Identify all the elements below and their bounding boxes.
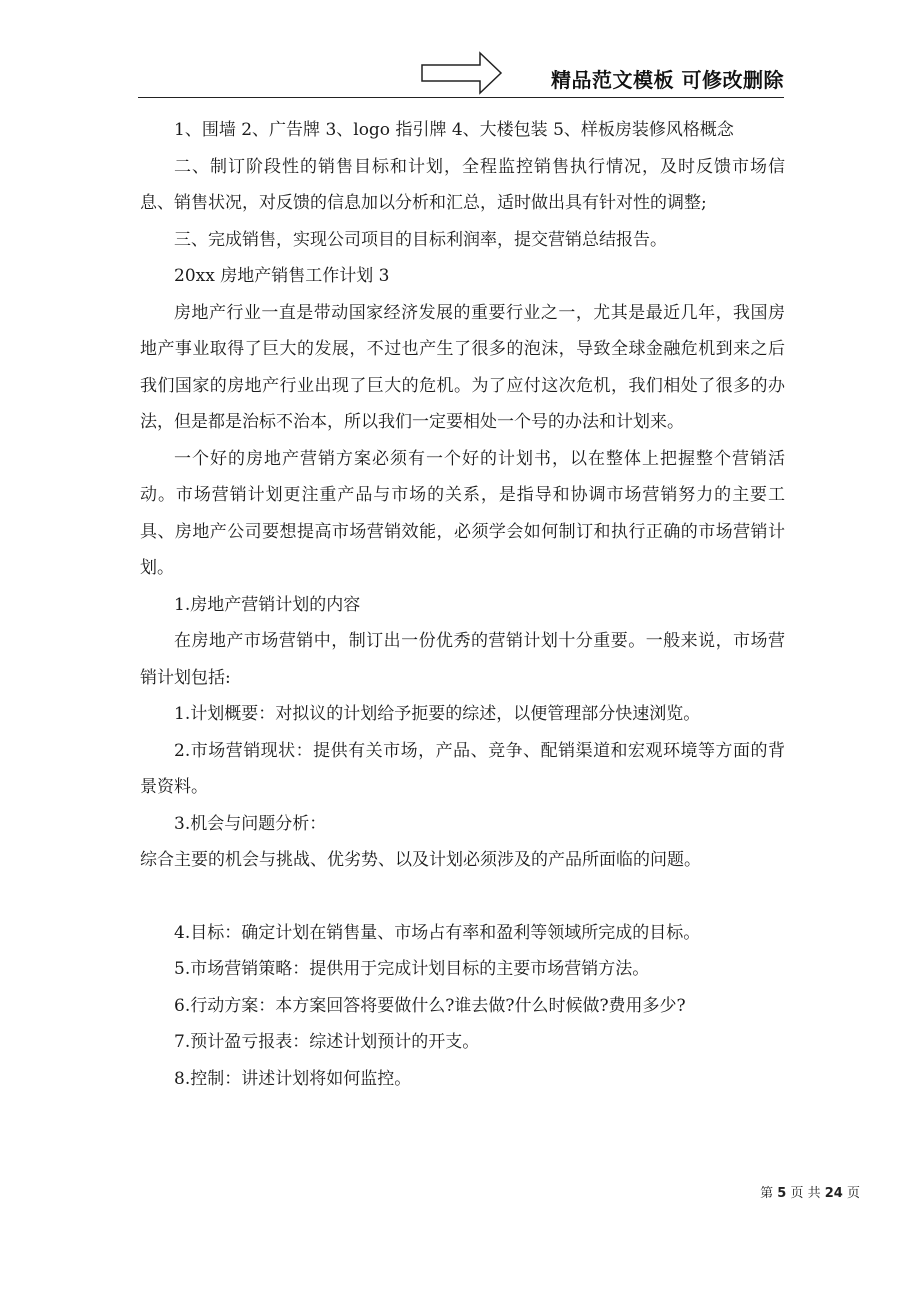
- list-item-strategy: 5.市场营销策略：提供用于完成计划目标的主要市场营销方法。: [174, 959, 650, 979]
- paragraph-industry-intro: 房地产行业一直是带动国家经济发展的重要行业之一，尤其是最近几年，我国房地产事业取得了巨大的发展，不过也产生了很多的泡沫，导致全球金融危机到来之后我们国家的房地产行业出现了巨大的危机。为了应付这次危机，我们相处了很多的办法，但是都是治标不治本，所以我们一定要相处一个号的办法和计划来。: [140, 302, 785, 432]
- paragraph-section-three: 三、完成销售，实现公司项目的目标利润率，提交营销总结报告。: [174, 229, 667, 250]
- paragraph-marketing-plan: 一个好的房地产营销方案必须有一个好的计划书，以在整体上把握整个营销活动。市场营销计划更注重产品与市场的关系，是指导和协调市场营销努力的主要工具、房地产公司要想提高市场营销效能，必须学会如何制订和执行正确的市场营销计划。: [140, 448, 785, 578]
- page-number-middle: 页 共: [790, 1186, 821, 1201]
- subheading-plan-content: 1.房地产营销计划的内容: [174, 594, 361, 615]
- list-item-action-plan: 6.行动方案：本方案回答将要做什么?谁去做?什么时候做?费用多少?: [174, 995, 686, 1016]
- right-arrow-outline-icon: [420, 50, 504, 96]
- page-header: [138, 50, 784, 98]
- list-item-status: 2.市场营销现状：提供有关市场，产品、竞争、配销渠道和宏观环境等方面的背景资料。: [140, 740, 785, 797]
- page-number-prefix: 第: [760, 1186, 774, 1201]
- header-title: 精品范文模板 可修改删除: [551, 68, 784, 92]
- list-item-analysis: 3.机会与问题分析：: [174, 813, 327, 834]
- list-item-goals: 4.目标：确定计划在销售量、市场占有率和盈利等领域所完成的目标。: [174, 922, 701, 943]
- page-number: [760, 1182, 860, 1201]
- page-number-suffix: 页: [846, 1186, 860, 1201]
- list-item-control: 8.控制：讲述计划将如何监控。: [174, 1068, 412, 1089]
- current-page: 5: [777, 1186, 787, 1201]
- paragraph-analysis-detail: 综合主要的机会与挑战、优劣势、以及计划必须涉及的产品所面临的问题。: [140, 850, 701, 870]
- section-heading: 20xx 房地产销售工作计划 3: [174, 266, 390, 286]
- document-body: [140, 112, 785, 1097]
- list-item-profit-loss: 7.预计盈亏报表：综述计划预计的开支。: [174, 1032, 480, 1052]
- paragraph-plan-intro: 在房地产市场营销中，制订出一份优秀的营销计划十分重要。一般来说，市场营销计划包括:: [140, 631, 785, 688]
- paragraph-items-list: 1、围墙 2、广告牌 3、logo 指引牌 4、大楼包装 5、样板房装修风格概念: [174, 120, 734, 140]
- list-item-summary: 1.计划概要：对拟议的计划给予扼要的综述，以便管理部分快速浏览。: [174, 704, 701, 724]
- paragraph-section-two: 二、制订阶段性的销售目标和计划，全程监控销售执行情况，及时反馈市场信息、销售状况，对反馈的信息加以分析和汇总，适时做出具有针对性的调整;: [140, 156, 785, 213]
- header-rule: [138, 97, 784, 98]
- blank-line: [140, 879, 785, 915]
- total-pages: 24: [824, 1186, 843, 1201]
